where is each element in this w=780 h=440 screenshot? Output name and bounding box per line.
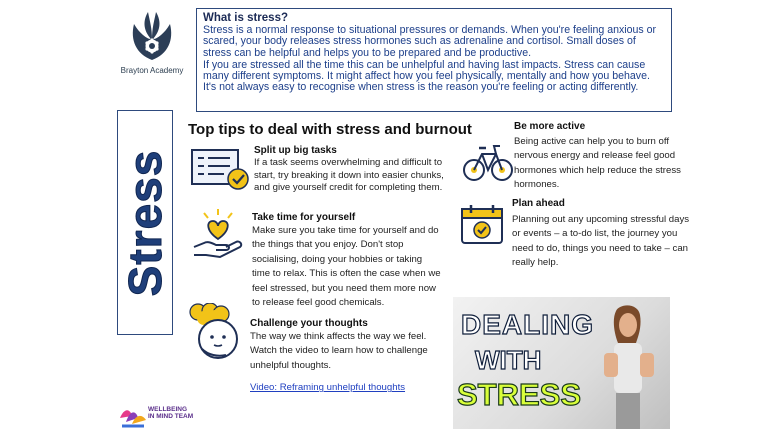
tip-body: Planning out any upcoming stressful days or events – a to-do list, the journey you need to do, things you need to take – can really help. (512, 214, 690, 269)
tip-heading: Challenge your thoughts (250, 318, 368, 329)
intro-box (196, 8, 672, 112)
tip-body: If a task seems overwhelming and difficult to start, try breaking it down into easier chunks, and give yourself credit for completing them. (254, 157, 444, 194)
wellbeing-text (148, 406, 193, 420)
thinking-head-icon (188, 303, 244, 366)
thumb-text-stress: STRESS (457, 377, 582, 412)
bicycle-icon (462, 136, 514, 189)
video-thumbnail[interactable] (453, 297, 670, 429)
intro-paragraph-2: If you are stressed all the time this can be unhelpful and having last impacts. Stress can cause many different symptoms. It might affect how you feel physically, mentally and how you behave. It's not always easy to recognise when stress is the reason you're feeling or acting differently. (203, 58, 650, 94)
brayton-academy-logo (112, 10, 192, 75)
intro-paragraph-1: Stress is a normal response to situational pressures or demands. When you're feeling anxious or scared, your body releases stress hormones such as adrenaline and cortisol. Small doses of stress can be helpful and helps you to be prepared and be productive. (203, 24, 657, 59)
tip-split-tasks (254, 145, 444, 195)
tip-body: The way we think affects the way we feel. Watch the video to learn how to challenge unhelpful thoughts. (250, 331, 428, 371)
logo-name: Brayton Academy (120, 66, 184, 75)
tip-body: Make sure you take time for yourself and do the things that you enjoy. Don't stop socialising, doing your hobbies or taking time to relax. This is often the case when we feel stressed, but you need them more now to release feel good chemicals. (252, 225, 441, 309)
side-title-box (117, 110, 173, 335)
side-title: Stress (119, 149, 171, 296)
tip-heading: Take time for yourself (252, 212, 356, 223)
tip-heading: Be more active (514, 121, 586, 132)
calendar-icon (459, 202, 505, 251)
tip-time-for-yourself (252, 212, 442, 310)
tip-plan-ahead (512, 198, 692, 271)
thumb-text-dealing: DEALING (461, 309, 594, 340)
presenter-image (594, 303, 656, 429)
tips-title: Top tips to deal with stress and burnout (188, 121, 472, 138)
tip-heading: Split up big tasks (254, 145, 337, 156)
heart-hand-icon (190, 207, 246, 266)
crest-icon (126, 10, 178, 64)
wellbeing-line2: IN MIND TEAM (148, 413, 194, 420)
tip-challenge-thoughts (250, 318, 440, 395)
thumb-text-with: WITH (475, 345, 542, 375)
checklist-icon (190, 147, 252, 196)
intro-title: What is stress? (203, 12, 288, 24)
tip-heading: Plan ahead (512, 198, 565, 209)
wellbeing-logo (118, 404, 198, 434)
tip-body: Being active can help you to burn off nervous energy and release feel good hormones which help reduce the stress hormones. (514, 136, 681, 191)
tip-be-active (514, 121, 694, 193)
wellbeing-line1: WELLBEING (148, 406, 187, 413)
video-link[interactable]: Video: Reframing unhelpful thoughts (250, 382, 406, 394)
wellbeing-hands-icon (118, 404, 148, 430)
